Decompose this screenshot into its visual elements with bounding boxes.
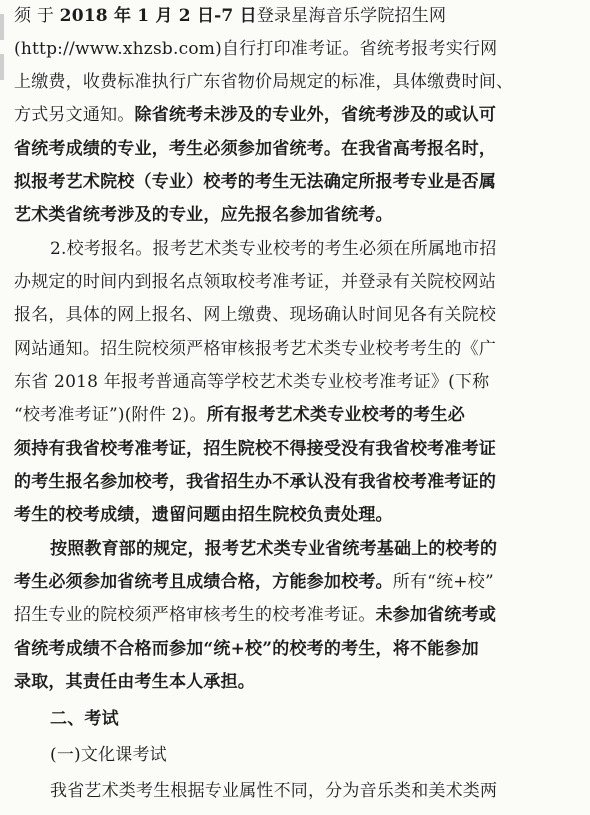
text-run: 我省艺术类考生根据专业属性不同，分为音乐类和美术类两 <box>50 781 498 801</box>
text-line <box>14 400 590 430</box>
text-line <box>14 467 590 497</box>
text-line <box>14 167 590 197</box>
text-line <box>14 434 590 464</box>
text-line <box>14 34 590 64</box>
text-line <box>14 667 590 697</box>
text-line <box>50 534 590 564</box>
text-run-bold: 须持有我省校考准考证，招生院校不得接受没有我省校考准考证 <box>14 439 497 459</box>
text-run: 办规定的时间内到报名点领取校考准考证，并登录有关院校网站 <box>14 272 497 292</box>
text-run: (一)文化课考试 <box>50 745 167 765</box>
text-run-bold: 录取，其责任由考生本人承担。 <box>14 672 256 692</box>
text-line <box>14 567 590 597</box>
text-run-bold: 拟报考艺术院校（专业）校考的考生无法确定所报考专业是否属 <box>14 172 497 192</box>
text-run-bold: 除省统考未涉及的专业外，省统考涉及的或认可 <box>134 105 497 125</box>
text-run: 2.校考报名。报考艺术类专业校考的考生必须在所属地市招 <box>50 239 497 259</box>
text-run: 东省 2018 年报考普通高等学校艺术类专业校考准考证》(下称 <box>14 372 490 392</box>
text-line <box>50 776 590 806</box>
text-run-bold: 2018 年 1 月 2 日-7 日 <box>59 6 257 26</box>
text-line <box>14 300 590 330</box>
text-run-bold: 未参加省统考或 <box>375 605 497 625</box>
text-run-bold: 的考生报名参加校考，我省招生办不承认没有我省校考准考证的 <box>14 472 497 492</box>
scan-margin-mark <box>0 14 4 40</box>
text-line <box>14 200 590 230</box>
text-run: 登录星海音乐学院招生网 <box>256 6 447 26</box>
text-run-bold: 二、考试 <box>50 709 119 729</box>
text-run: 须 于 <box>14 6 60 26</box>
text-run-bold: 省统考成绩不合格而参加“统+校”的校考的考生，将不能参加 <box>14 639 479 659</box>
text-line <box>14 134 590 164</box>
text-line <box>14 600 590 630</box>
text-run-bold: 考生的校考成绩，遗留问题由招生院校负责处理。 <box>14 505 393 525</box>
section-heading <box>50 704 590 734</box>
text-line <box>14 1 590 31</box>
text-line <box>14 67 590 97</box>
text-run-bold: 艺术类省统考涉及的专业，应先报名参加省统考。 <box>14 205 393 225</box>
text-run: 上缴费，收费标准执行广东省物价局规定的标准，具体缴费时间、 <box>14 72 514 92</box>
text-line <box>14 367 590 397</box>
text-run: 方式另文通知。 <box>14 105 135 125</box>
text-run: 网站通知。招生院校须严格审核报考艺术类专业校考考生的《广 <box>14 339 497 359</box>
text-run: “校考准考证”)(附件 2)。 <box>14 405 207 425</box>
text-line <box>14 267 590 297</box>
subsection-heading <box>50 740 590 770</box>
text-run: 所有“统+校” <box>392 572 494 592</box>
text-line <box>14 334 590 364</box>
text-run-bold: 所有报考艺术类专业校考的考生必 <box>206 405 465 425</box>
text-line <box>14 500 590 530</box>
text-run-bold: 省统考成绩的专业，考生必须参加省统考。在我省高考报名时， <box>14 139 497 159</box>
text-run: (http://www.xhzsb.com)自行打印准考证。省统考报考实行网 <box>14 39 498 59</box>
text-run: 报名，具体的网上报名、网上缴费、现场确认时间见各有关院校 <box>14 305 497 325</box>
text-line <box>14 100 590 130</box>
text-line <box>50 234 590 264</box>
text-line <box>14 634 590 664</box>
text-run-bold: 按照教育部的规定，报考艺术类专业省统考基础上的校考的 <box>50 539 498 559</box>
text-run: 招生专业的院校须严格审核考生的校考准考证。 <box>14 605 376 625</box>
text-run-bold: 考生必须参加省统考且成绩合格，方能参加校考。 <box>14 572 393 592</box>
scan-margin-mark <box>0 54 4 80</box>
